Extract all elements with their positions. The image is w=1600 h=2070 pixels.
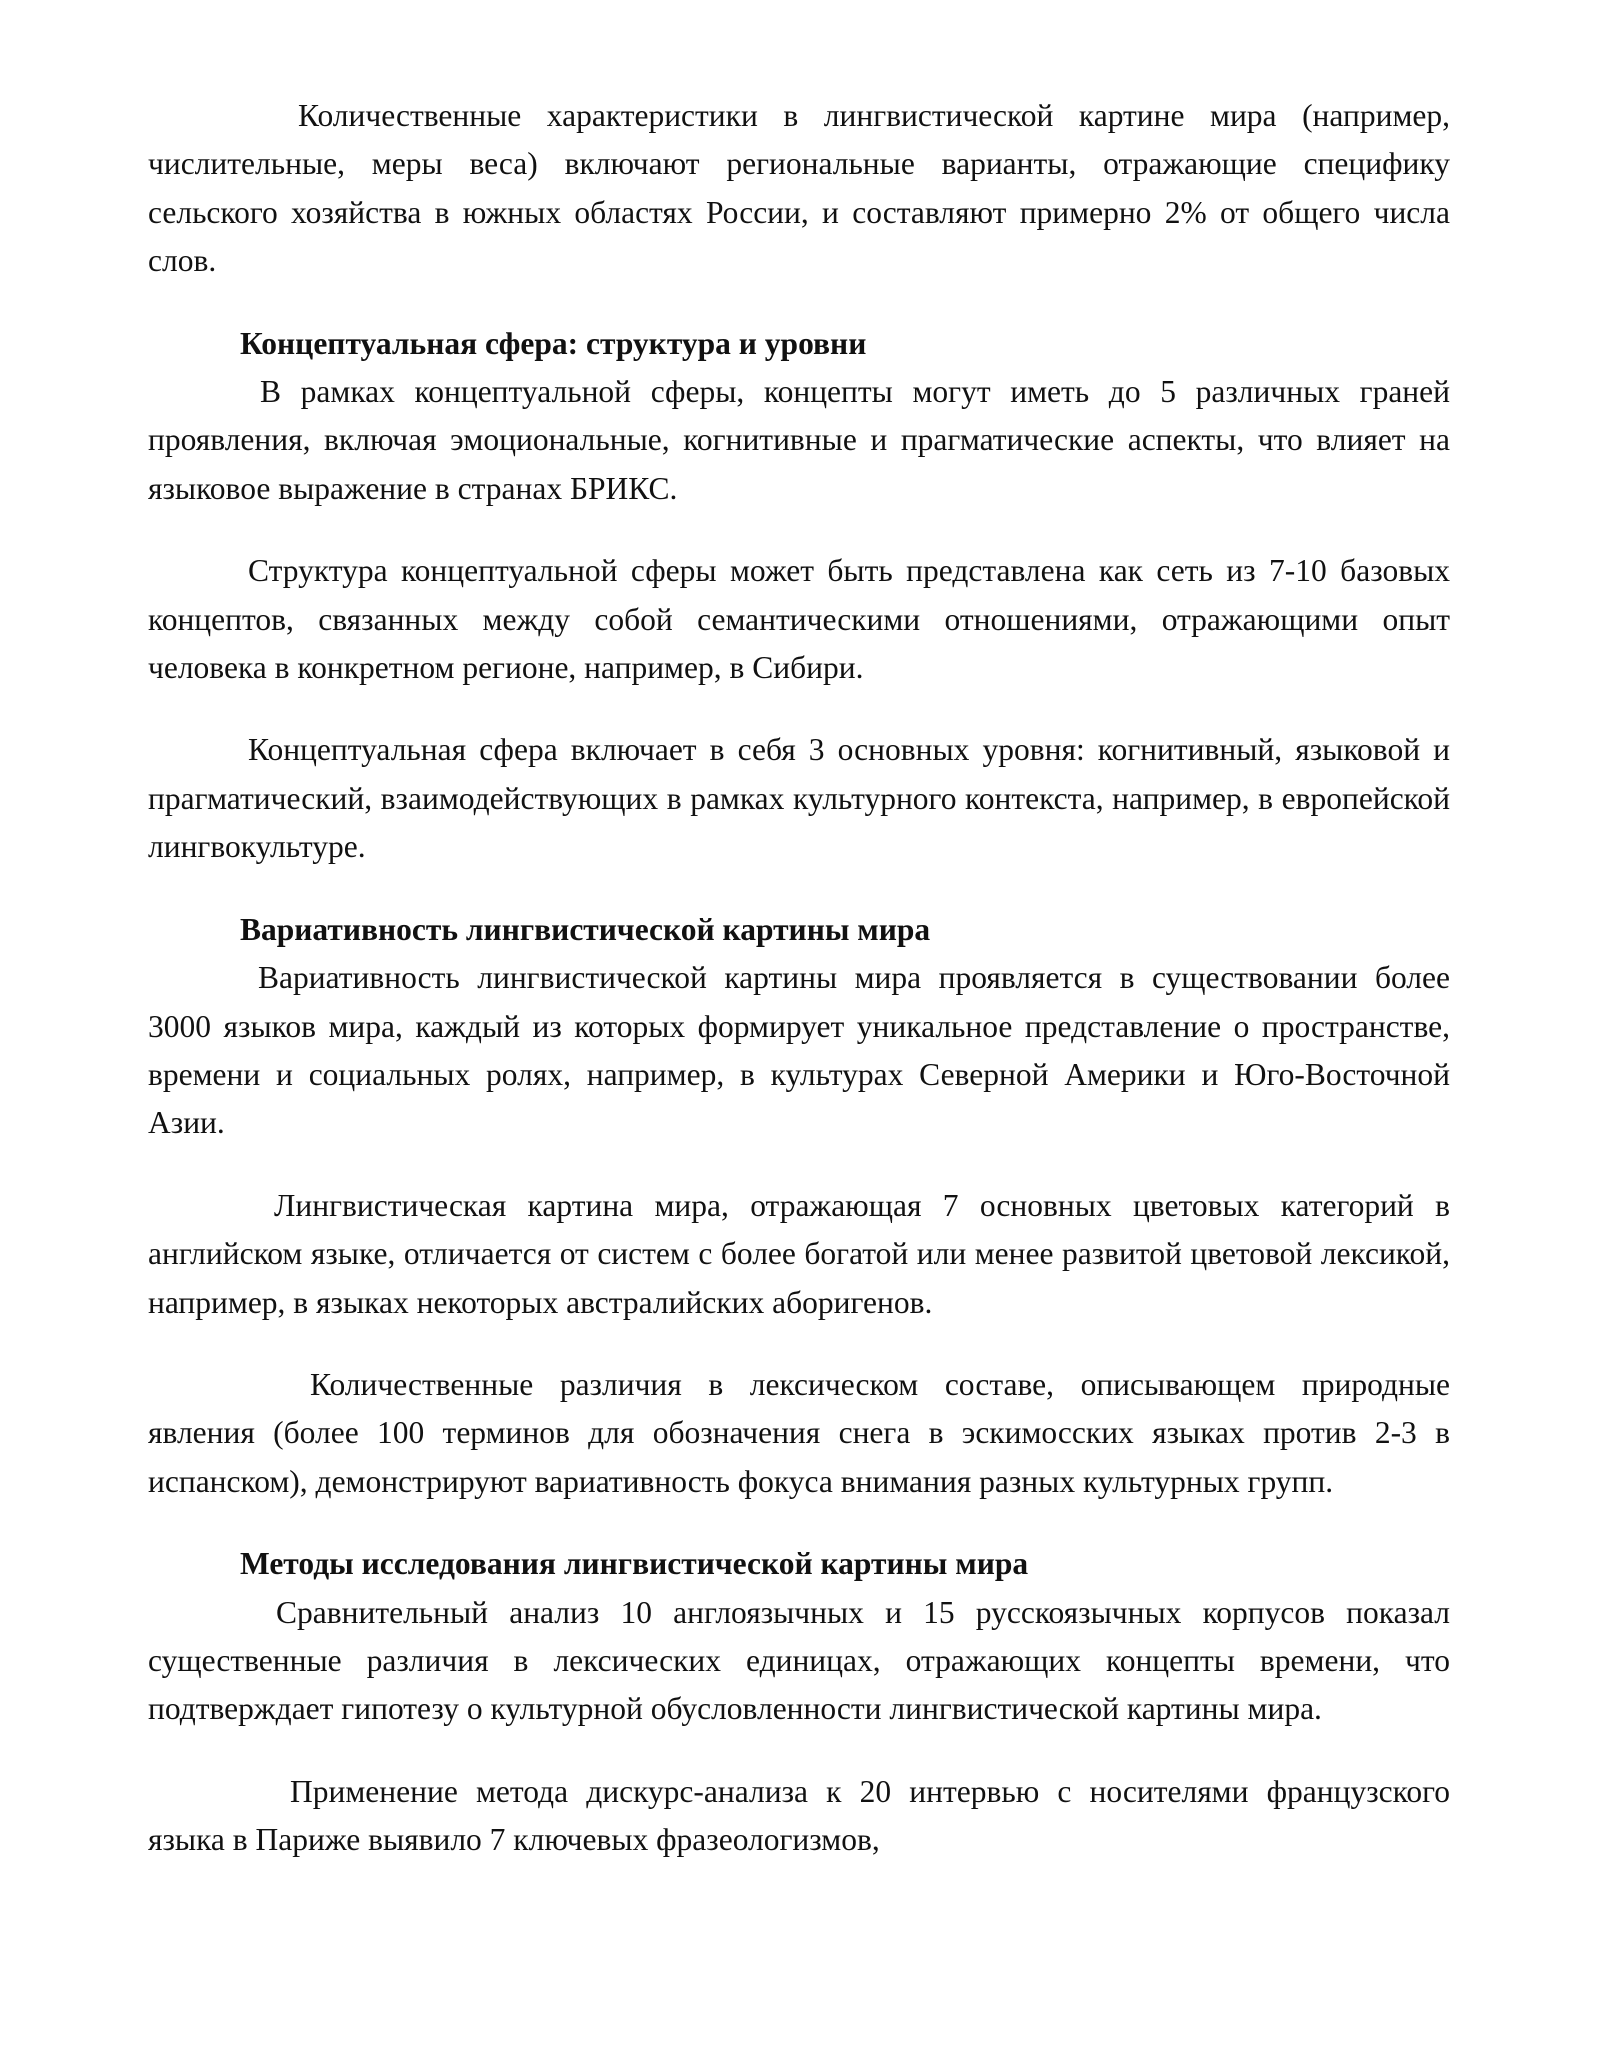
paragraph-quantitative-characteristics: Количественные характеристики в лингвистической картине мира (например, числительные, меры веса) включают региональные варианты, отражающие специфику сельского хозяйства в южных областях России, и составляют примерно 2% от общего числа слов. bbox=[148, 98, 1450, 279]
paragraph-gap bbox=[148, 1327, 1450, 1361]
paragraph-languages-count: Вариативность лингвистической картины мира проявляется в существовании более 3000 языков мира, каждый из которых формирует уникальное представление о пространстве, времени и социальных ролях, например, в культурах Северной Америки и Юго-Восточной Азии. bbox=[148, 960, 1450, 1141]
paragraph-gap bbox=[148, 513, 1450, 547]
heading-conceptual-sphere: Концептуальная сфера: структура и уровни bbox=[240, 325, 867, 361]
heading-variability: Вариативность лингвистической картины мира bbox=[240, 911, 931, 947]
paragraph-gap bbox=[148, 692, 1450, 726]
paragraph-sphere-levels: Концептуальная сфера включает в себя 3 основных уровня: когнитивный, языковой и прагматический, взаимодействующих в рамках культурного контекста, например, в европейской лингвокультуре. bbox=[148, 732, 1450, 865]
paragraph-lexical-differences: Количественные различия в лексическом составе, описывающем природные явления (более 100 терминов для обозначения снега в эскимосских языках против 2-3 в испанском), демонстрируют вариативность фокуса внимания разных культурных групп. bbox=[148, 1366, 1450, 1499]
paragraph-concept-facets: В рамках концептуальной сферы, концепты могут иметь до 5 различных граней проявления, включая эмоциональные, когнитивные и прагматические аспекты, что влияет на языковое выражение в странах БРИКС. bbox=[148, 374, 1450, 506]
paragraph-gap bbox=[148, 286, 1450, 320]
paragraph-sphere-structure: Структура концептуальной сферы может быть представлена как сеть из 7-10 базовых концептов, связанных между собой семантическими отношениями, отражающими опыт человека в конкретном регионе, например, в Сибири. bbox=[148, 553, 1450, 686]
heading-research-methods: Методы исследования лингвистической картины мира bbox=[240, 1546, 1029, 1582]
paragraph-discourse-analysis: Применение метода дискурс-анализа к 20 интервью с носителями французского языка в Париже выявило 7 ключевых фразеологизмов, bbox=[148, 1773, 1450, 1858]
paragraph-color-categories: Лингвистическая картина мира, отражающая 7 основных цветовых категорий в английском языке, отличается от систем с более богатой или менее развитой цветовой лексикой, например, в языках некоторых австралийских аборигенов. bbox=[148, 1187, 1450, 1320]
document-body bbox=[148, 92, 1450, 1865]
paragraph-gap bbox=[148, 1506, 1450, 1540]
paragraph-gap bbox=[148, 1734, 1450, 1768]
paragraph-gap bbox=[148, 872, 1450, 906]
paragraph-gap bbox=[148, 1148, 1450, 1182]
paragraph-comparative-analysis: Сравнительный анализ 10 англоязычных и 15 русскоязычных корпусов показал существенные различия в лексических единицах, отражающих концепты времени, что подтверждает гипотезу о культурной обусловленности лингвистической картины мира. bbox=[148, 1594, 1450, 1727]
